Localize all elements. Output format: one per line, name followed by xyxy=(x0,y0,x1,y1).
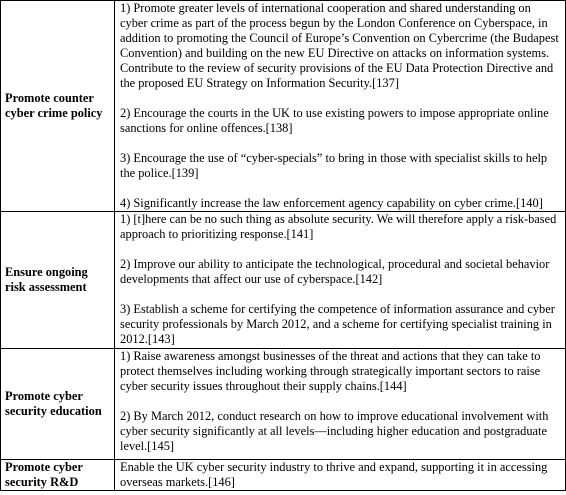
list-item: 1) Raise awareness amongst businesses of the threat and actions that they can take to protect themselves including working through strategically important sectors to raise cyber security issues throughout their supply chains.[144] xyxy=(120,349,541,393)
row-content xyxy=(115,460,566,491)
list-item: 1) [t]here can be no such thing as absolute security. We will therefore apply a risk-based approach to prioritizing response.[141] xyxy=(120,212,557,241)
list-item: 2) Improve our ability to anticipate the technological, procedural and societal behavior developments that affect our use of cyberspace.[142] xyxy=(120,257,550,286)
row-label: Promote cyber security education xyxy=(1,349,115,460)
row-content xyxy=(115,1,566,212)
table-row xyxy=(1,460,566,491)
row-label: Ensure ongoing risk assessment xyxy=(1,212,115,349)
list-item: Enable the UK cyber security industry to thrive and expand, supporting it in accessing overseas markets.[146] xyxy=(120,460,548,489)
table-row xyxy=(1,212,566,349)
table-row xyxy=(1,349,566,460)
list-item: 2) Encourage the courts in the UK to use existing powers to impose appropriate online sanctions for online offences.[138] xyxy=(120,106,549,135)
list-item: 2) By March 2012, conduct research on how to improve educational involvement with cyber security significantly at all levels—including higher education and postgraduate level.[145] xyxy=(120,409,549,453)
list-item: 4) Significantly increase the law enforcement agency capability on cyber crime.[140] xyxy=(120,196,543,210)
list-item: 3) Encourage the use of “cyber-specials” to bring in those with specialist skills to help the police.[139] xyxy=(120,151,548,180)
list-item: 3) Establish a scheme for certifying the competence of information assurance and cyber security professionals by March 2012, and a scheme for certifying specialist training in 2012.[143] xyxy=(120,302,555,346)
row-label: Promote counter cyber crime policy xyxy=(1,1,115,212)
table-row xyxy=(1,1,566,212)
row-label: Promote cyber security R&D xyxy=(1,460,115,491)
row-content xyxy=(115,349,566,460)
list-item: 1) Promote greater levels of international cooperation and shared understanding on cyber crime as part of the process begun by the London Conference on Cyberspace, in addition to promoting the Council of Europe’s Convention on Cybercrime (the Budapest Convention) and building on the new EU Directive on attacks on information systems. Contribute to the review of security provisions of the EU Data Protection Directive and the proposed EU Strategy on Information Security.[137] xyxy=(120,1,559,90)
row-content xyxy=(115,212,566,349)
